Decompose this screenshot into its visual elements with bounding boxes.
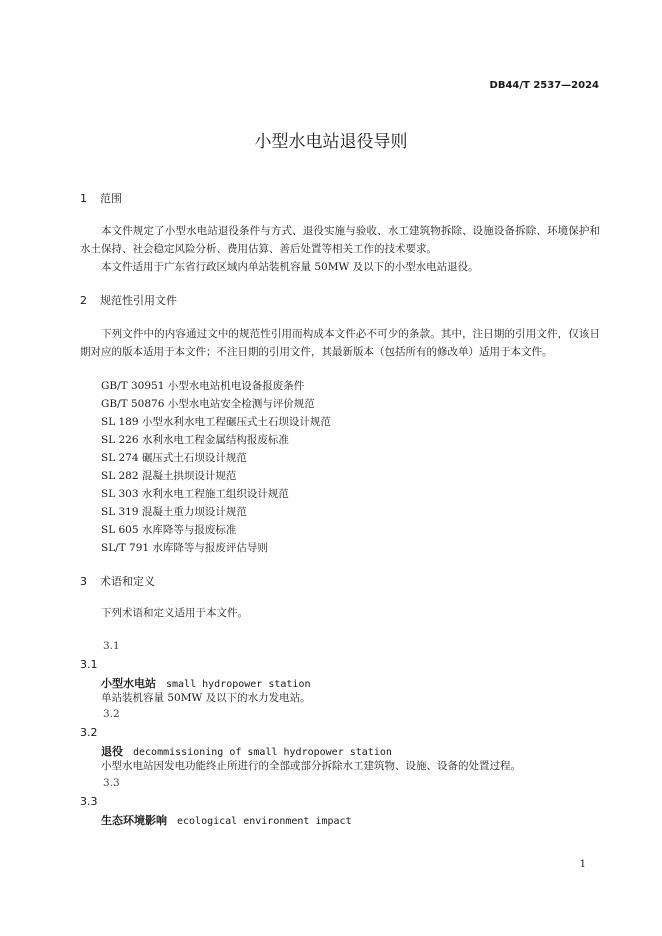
term-number: 3.1: [80, 658, 98, 671]
term-title-zh: 小型水电站: [101, 677, 156, 690]
reference-item: SL 303 水利水电工程施工组织设计规范: [101, 488, 289, 500]
term-title-zh: 退役: [101, 745, 123, 758]
standard-code: DB44/T 2537—2024: [489, 80, 599, 91]
term-title-en: decommissioning of small hydropower station: [133, 747, 392, 758]
reference-item: SL 605 水库降等与报废标准: [101, 524, 237, 536]
reference-item: GB/T 50876 小型水电站安全检测与评价规范: [101, 398, 315, 410]
section-2-title: 规范性引用文件: [100, 294, 177, 307]
term-title-zh: 生态环境影响: [101, 814, 167, 827]
section-1-heading: [80, 190, 122, 206]
section-1-paragraph-2: 本文件适用于广东省行政区域内单站装机容量 50MW 及以下的小型水电站退役。: [101, 261, 479, 273]
term-number-small: 3.1: [103, 640, 120, 652]
document-title: 小型水电站退役导则: [254, 132, 408, 152]
term-definition: 小型水电站因发电功能终止所进行的全部或部分拆除水工建筑物、设施、设备的处置过程。: [101, 760, 521, 772]
term-definition: 单站装机容量 50MW 及以下的水力发电站。: [101, 692, 311, 704]
section-1-number: 1: [80, 192, 87, 205]
reference-item: SL 319 混凝土重力坝设计规范: [101, 506, 247, 518]
reference-item: SL/T 791 水库降等与报废评估导则: [101, 542, 268, 554]
section-2-heading: [80, 292, 177, 308]
term-number-small: 3.3: [103, 777, 120, 789]
section-2-number: 2: [80, 294, 87, 307]
reference-item: SL 226 水利水电工程金属结构报废标准: [101, 434, 289, 446]
page-number: 1: [579, 859, 586, 870]
section-3-number: 3: [80, 575, 87, 588]
term-title-en: small hydropower station: [166, 679, 311, 690]
term-number: 3.2: [80, 726, 98, 739]
term-title-en: ecological environment impact: [177, 816, 352, 827]
reference-item: SL 282 混凝土拱坝设计规范: [101, 470, 237, 482]
reference-item: SL 274 碾压式土石坝设计规范: [101, 452, 247, 464]
section-1-paragraph-1: 本文件规定了小型水电站退役条件与方式、退役实施与验收、水工建筑物拆除、设施设备拆除、环境保护和水土保持、社会稳定风险分析、费用估算、善后处置等相关工作的技术要求。: [80, 225, 600, 255]
term-title: [101, 812, 352, 828]
section-2-intro: 下列文件中的内容通过文中的规范性引用而构成本文件必不可少的条款。其中，注日期的引用文件，仅该日期对应的版本适用于本文件；不注日期的引用文件，其最新版本（包括所有的修改单）适用于本文件。: [80, 328, 600, 358]
reference-item: GB/T 30951 小型水电站机电设备报废条件: [101, 380, 305, 392]
reference-item: SL 189 小型水利水电工程碾压式土石坝设计规范: [101, 416, 331, 428]
section-3-title: 术语和定义: [100, 575, 155, 588]
section-3-heading: [80, 573, 155, 589]
term-number: 3.3: [80, 795, 98, 808]
section-3-intro: 下列术语和定义适用于本文件。: [101, 607, 248, 619]
term-number-small: 3.2: [103, 708, 120, 720]
section-1-title: 范围: [100, 192, 122, 205]
